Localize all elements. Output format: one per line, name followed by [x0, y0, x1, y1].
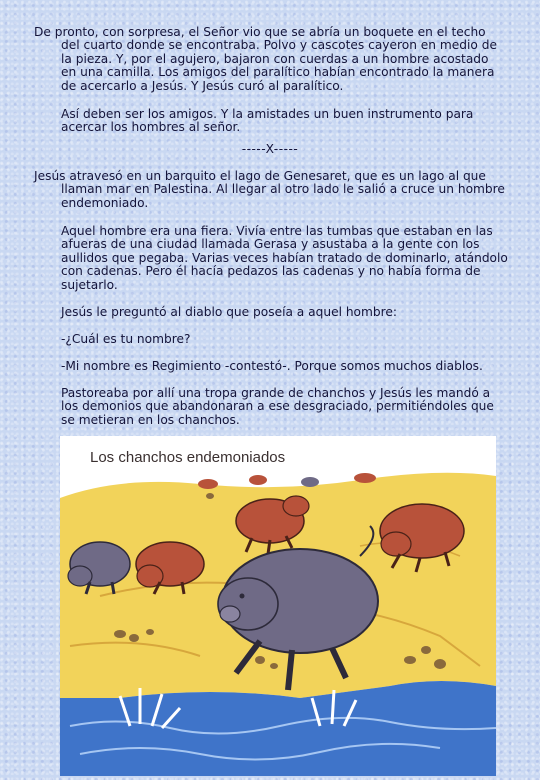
- paragraph: [34, 170, 504, 210]
- paragraph: Pastoreaba por allí una tropa grande de chanchos y Jesús les mandó a los demonios que abandonaran a ese desgraciado, permitiéndoles que se metieran en los chanchos.: [61, 386, 494, 427]
- illustration-caption: Los chanchos endemoniados: [90, 449, 286, 466]
- paragraph-first-line: De pronto, con sorpresa, el Señor vio que se abría un boquete en el techo: [34, 25, 486, 39]
- paragraph: -¿Cuál es tu nombre?: [61, 332, 191, 346]
- paragraph: Aquel hombre era una fiera. Vivía entre las tumbas que estaban en las afueras de una ciudad llamada Gerasa y asustaba a la gente con los aullidos que pegaba. Varias veces habían tratado de dominarlo, atándolo con cadenas. Pero él hacía pedazos las cadenas y no había forma de sujetarlo.: [61, 224, 508, 292]
- illustration: [60, 436, 496, 776]
- pigs-illustration: [60, 436, 496, 776]
- paragraph-continuation: del cuarto donde se encontraba. Polvo y cascotes cayeron en medio de la pieza. Y, por el agujero, bajaron con cuerdas a un hombre acostado en una camilla. Los amigos del paralítico habían encontrado la manera de acercarlo a Jesús. Y Jesús curó al paralítico.: [61, 38, 497, 93]
- paragraph-continuation: llaman mar en Palestina. Al llegar al otro lado le salió a cruce un hombre endemoniado.: [61, 182, 505, 210]
- paragraph: Jesús le preguntó al diablo que poseía a aquel hombre:: [61, 305, 397, 319]
- paragraph-first-line: Jesús atravesó en un barquito el lago de Genesaret, que es un lago al que: [34, 169, 486, 183]
- section-separator: -----X-----: [241, 142, 299, 156]
- paragraph: -Mi nombre es Regimiento -contestó-. Porque somos muchos diablos.: [61, 359, 483, 373]
- paragraph: [34, 26, 504, 93]
- paragraph: Así deben ser los amigos. Y la amistades un buen instrumento para acercar los hombres al señor.: [61, 107, 474, 135]
